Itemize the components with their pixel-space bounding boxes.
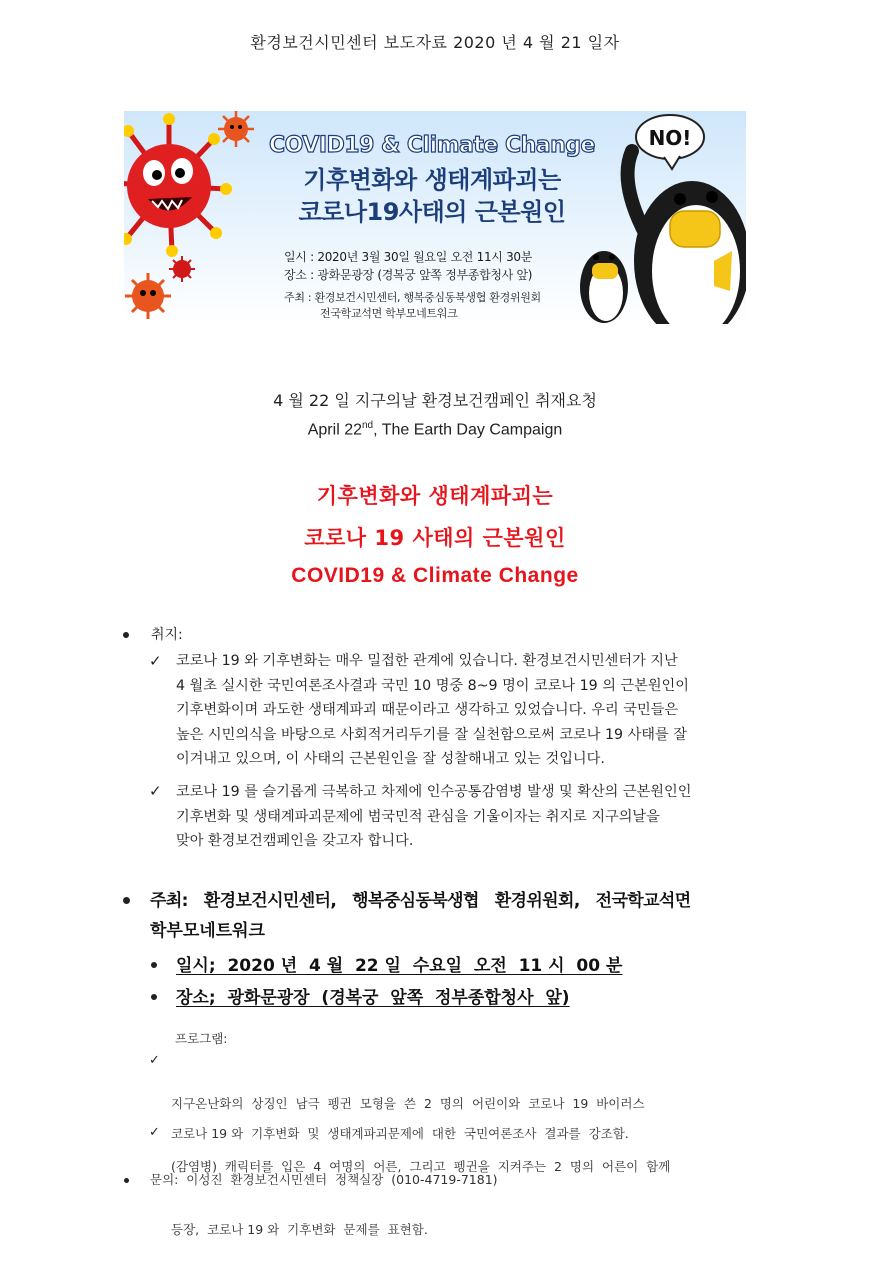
program-label: 프로그램: [175,1031,228,1046]
penguin-icon [628,151,746,324]
subtitle-korean: 4 월 22 일 지구의날 환경보건캠페인 취재요청 [273,391,597,410]
program-item-1: 지구온난화의 상징인 남극 펭귄 모형을 쓴 2 명의 어린이와 코로나 19 바이러스 (감염병) 캐릭터를 입은 4 여명의 어른, 그리고 펭귄을 지켜주는 2 명의 어른이 함께 등장, 코로나 19 와 기후변화 문제를 표현함. [171,1096,671,1237]
headline-line-2: 코로나 19 사태의 근본원인 [304,526,566,550]
banner-title-en: COVID19 & Climate Change [269,133,595,158]
banner-host-1: 주최 : 환경보건시민센터, 행복중심동북생협 환경위원회 [284,291,541,304]
banner-host-2: 전국학교석면 학부모네트워크 [320,307,458,320]
banner-title-ko-1: 기후변화와 생태계파괴는 [303,166,561,194]
event-place: 장소; 광화문광장 (경복궁 앞쪽 정부종합청사 앞) [176,988,570,1008]
banner-place: 장소 : 광화문광장 (경복궁 앞쪽 정부종합청사 앞) [284,268,533,282]
headline-line-1: 기후변화와 생태계파괴는 [316,484,554,508]
bullet-icon [124,1178,129,1183]
small-virus-icon [169,256,195,282]
checkmark-icon: ✓ [149,1125,160,1140]
purpose-label: 취지: [151,627,183,643]
subtitle-english: April 22nd, The Earth Day Campaign [307,420,563,439]
bullet-icon [151,962,157,968]
checkmark-icon: ✓ [149,652,162,670]
small-virus-icon [218,111,254,147]
checkmark-icon: ✓ [149,782,162,800]
bullet-icon [123,897,130,904]
purpose-item-1: 코로나 19 와 기후변화는 매우 밀접한 관계에 있습니다. 환경보건시민센터가 지난 4 월초 실시한 국민여론조사결과 국민 10 명중 8~9 명이 코로나 19 의 근본원인이 기후변화이며 과도한 생태계파괴 때문이라고 생각하고 있었습니다. 우리 국민들은 높은 시민의식을 바탕으로 사회적거리두기를 잘 실천함으로써 코로나 19 사태를 잘 이겨내고 있으며, 이 사태의 근본원인을 잘 성찰해내고 있는 것입니다. [176,653,689,768]
event-date: 일시; 2020 년 4 월 22 일 수요일 오전 11 시 00 분 [176,956,623,976]
bullet-icon [151,994,157,1000]
banner-date: 일시 : 2020년 3월 30일 월요일 오전 11시 30분 [284,250,533,264]
penguin-icon [580,251,628,323]
campaign-banner [124,111,746,324]
program-item-2: 코로나 19 와 기후변화 및 생태계파괴문제에 대한 국민여론조사 결과를 강조함. [171,1126,629,1141]
banner-title-ko-2: 코로나19사태의 근본원인 [298,198,566,226]
speech-bubble-icon [636,115,704,169]
contact-info: 문의: 이성진 환경보건시민센터 정책실장 (010-4719-7181) [150,1172,498,1187]
virus-character-icon [124,113,232,257]
host-line-1: 주최: 환경보건시민센터, 행복중심동북생협 환경위원회, 전국학교석면 [150,891,691,911]
host-line-2: 학부모네트워크 [150,921,265,941]
checkmark-icon: ✓ [149,1053,160,1068]
small-virus-icon [125,273,171,319]
purpose-item-2: 코로나 19 를 슬기롭게 극복하고 차제에 인수공통감염병 발생 및 확산의 근본원인인 기후변화 및 생태계파괴문제에 범국민적 관심을 기울이자는 취지로 지구의날을 맞아 환경보건캠페인을 갖고자 합니다. [176,784,692,850]
headline-line-3: COVID19 & Climate Change [291,564,579,587]
bullet-icon [123,632,129,638]
speech-text: NO! [648,126,692,150]
document-header: 환경보건시민센터 보도자료 2020 년 4 월 21 일자 [250,33,620,52]
